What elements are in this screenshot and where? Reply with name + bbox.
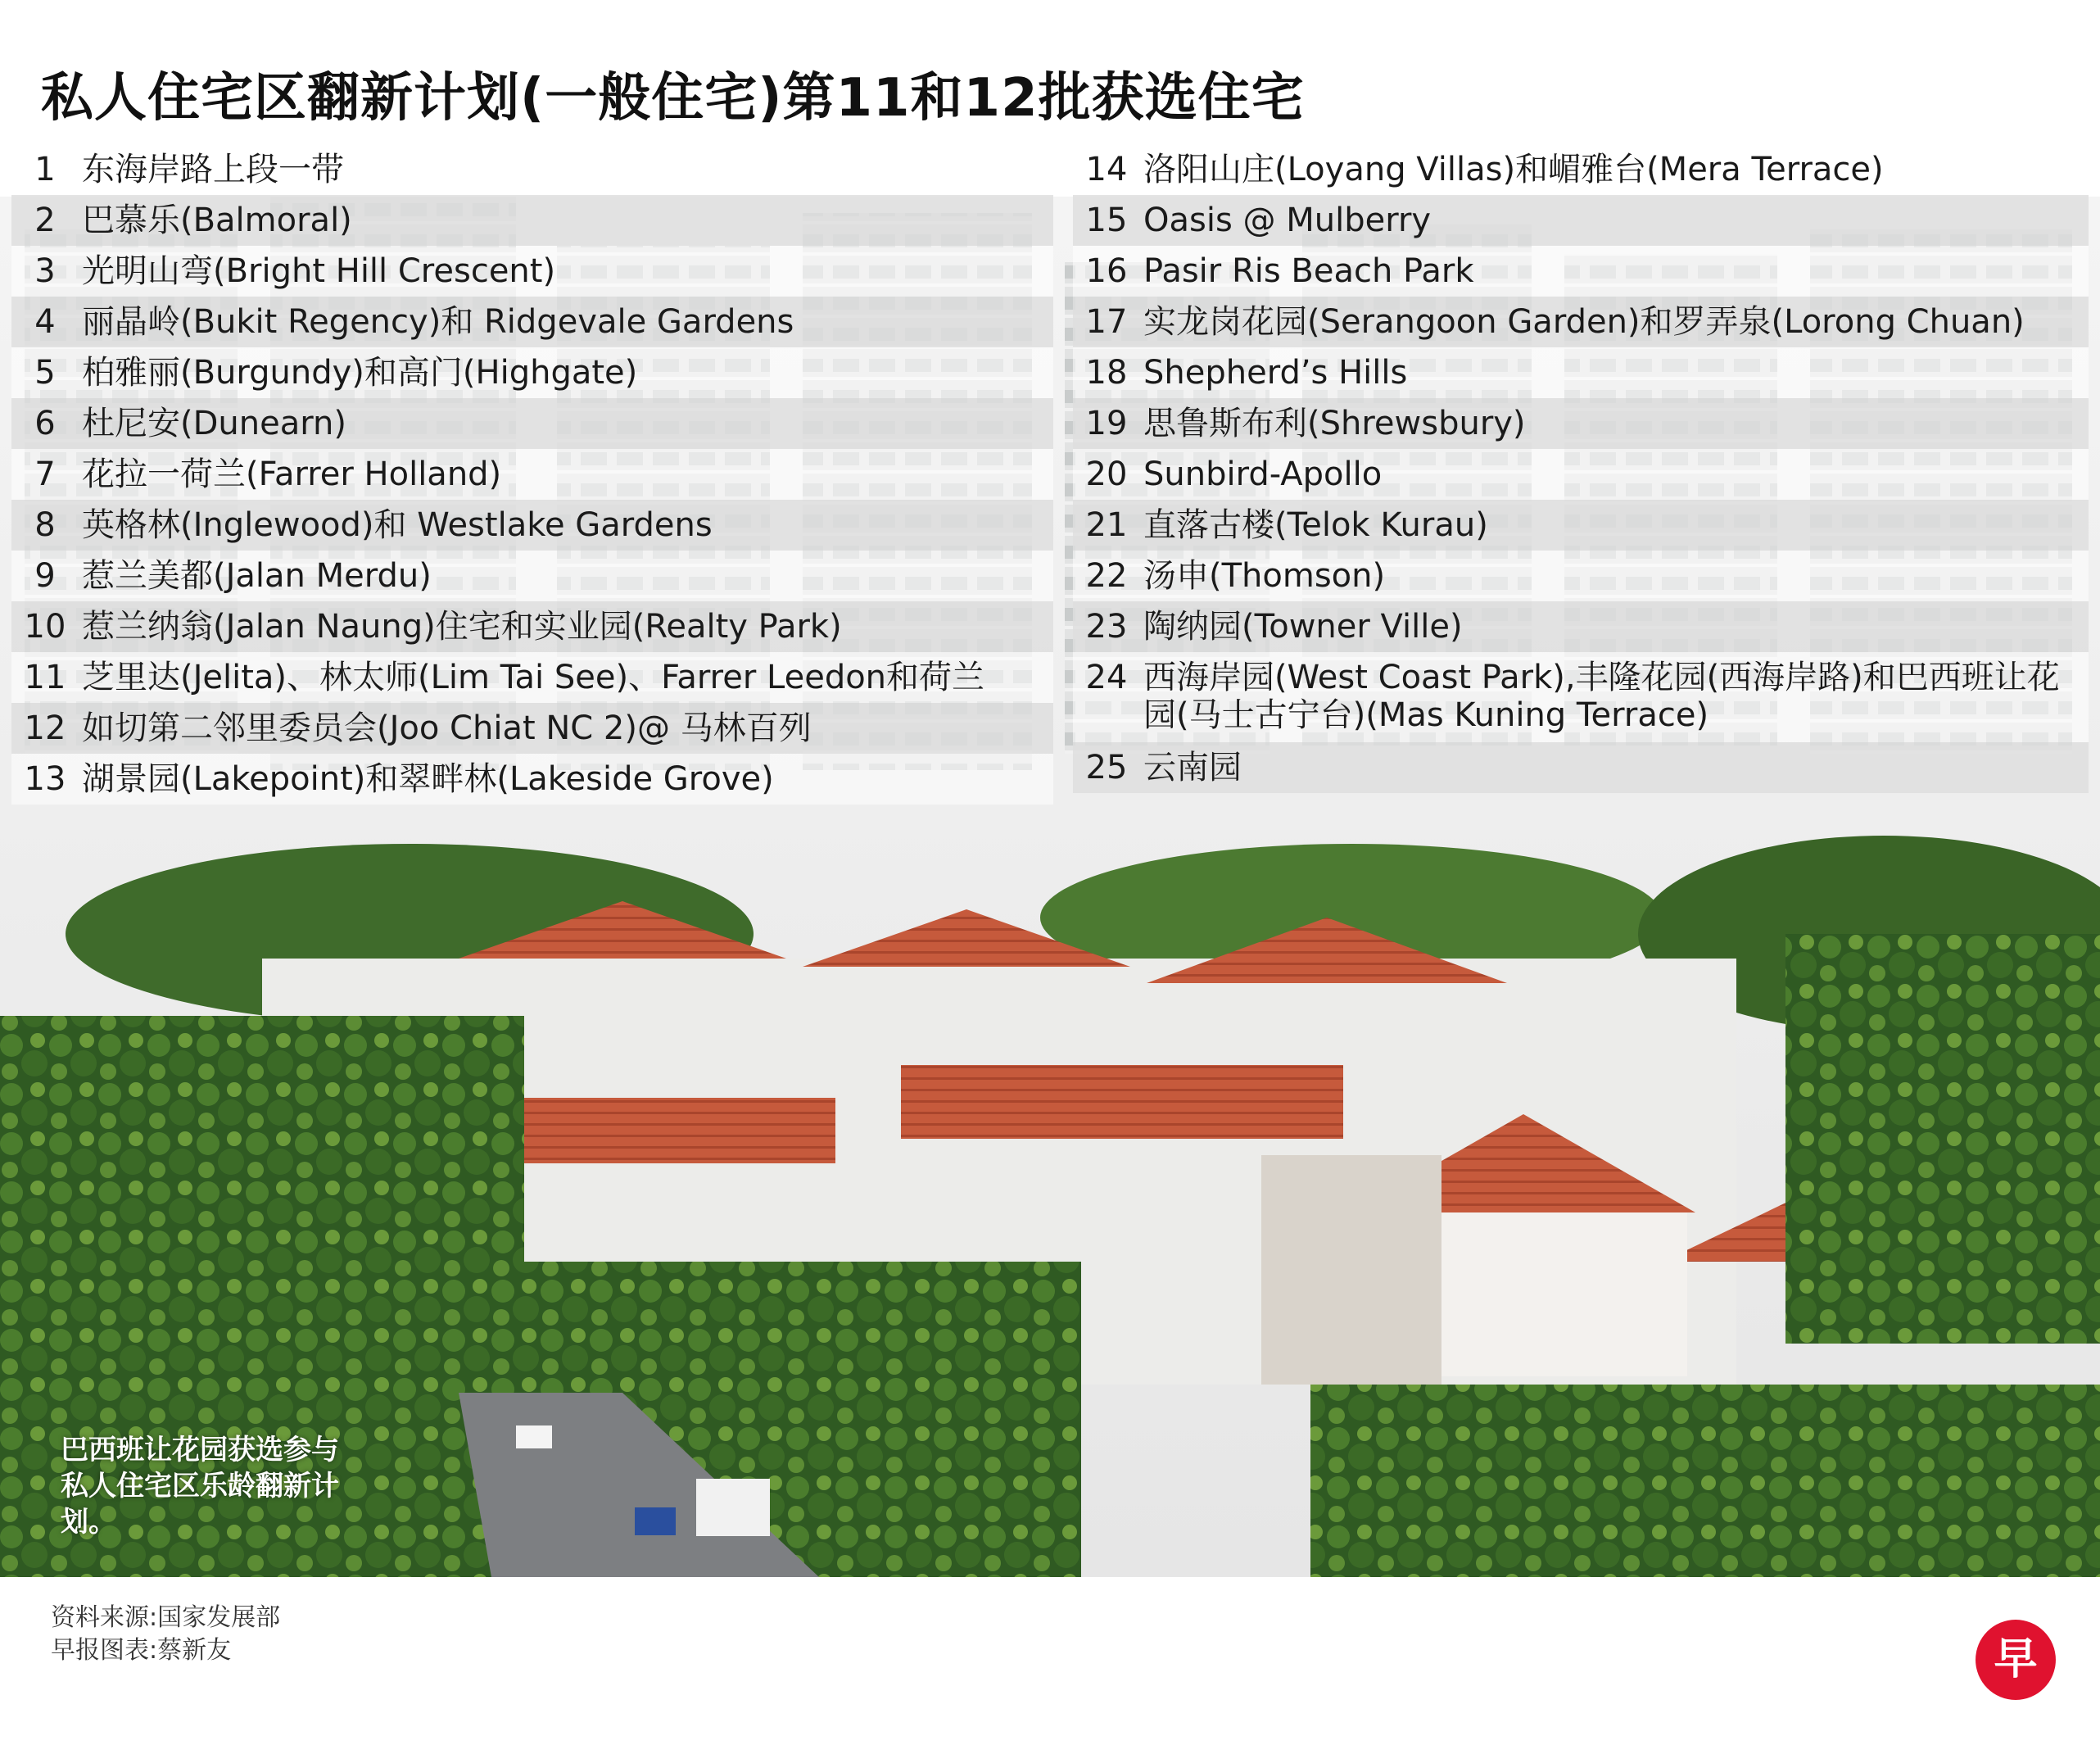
item-text: 光明山弯(Bright Hill Crescent) [82,252,556,290]
item-text: 云南园 [1143,749,1242,786]
item-text: 英格林(Inglewood)和 Westlake Gardens [82,506,713,544]
item-text: 西海岸园(West Coast Park),丰隆花园(西海岸路)和巴西班让花园(马士古宁台)(Mas Kuning Terrace) [1143,659,2060,734]
list-item [11,551,1053,601]
item-text: 直落古楼(Telok Kurau) [1143,506,1488,544]
list-item [1073,551,2089,601]
item-text: Pasir Ris Beach Park [1143,252,1474,290]
item-number: 16 [1085,252,1128,290]
list-item [1073,246,2089,297]
list-item [1073,144,2089,195]
list-item [1073,742,2089,793]
item-number: 24 [1085,659,1128,696]
list-item [11,144,1053,195]
item-text: Shepherd’s Hills [1143,354,1408,392]
item-number: 1 [34,151,56,188]
list-item [1073,297,2089,347]
item-number: 22 [1085,557,1128,595]
item-text: 丽晶岭(Bukit Regency)和 Ridgevale Gardens [82,303,794,341]
list-item [11,449,1053,500]
item-number: 9 [34,557,56,595]
item-text: 惹兰纳翁(Jalan Naung)住宅和实业园(Realty Park) [82,608,842,646]
list-item [1073,347,2089,398]
list-item [11,195,1053,246]
list-item [1073,601,2089,652]
item-number: 11 [24,659,66,696]
list-item [11,398,1053,449]
item-text: 杜尼安(Dunearn) [82,405,346,442]
item-number: 20 [1085,456,1128,493]
item-text: 花拉一荷兰(Farrer Holland) [82,456,502,493]
item-text: 思鲁斯布利(Shrewsbury) [1143,405,1526,442]
item-number: 4 [34,303,56,341]
item-text: 实龙岗花园(Serangoon Garden)和罗弄泉(Lorong Chuan) [1143,303,2025,341]
credits [51,1602,280,1667]
item-text: 芝里达(Jelita)、林太师(Lim Tai See)、Farrer Leedon和荷兰 [82,659,985,696]
item-number: 6 [34,405,56,442]
estate-list-left [11,144,1053,805]
item-text: 柏雅丽(Burgundy)和高门(Highgate) [82,354,638,392]
list-item [1073,195,2089,246]
photo-caption: 巴西班让花园获选参与私人住宅区乐龄翻新计划。 [61,1434,339,1539]
list-item [11,500,1053,551]
list-item [1073,500,2089,551]
source-credit: 资料来源:国家发展部 [51,1603,281,1632]
item-number: 15 [1085,202,1128,239]
item-number: 10 [24,608,66,646]
page-title: 私人住宅区翻新计划(一般住宅)第11和12批获选住宅 [41,68,1305,129]
zaobao-logo [1974,1618,2057,1702]
list-item [1073,398,2089,449]
item-number: 23 [1085,608,1128,646]
item-number: 3 [34,252,56,290]
list-item [11,652,1053,703]
list-item [11,601,1053,652]
item-number: 2 [34,202,56,239]
item-number: 21 [1085,506,1128,544]
item-text: 巴慕乐(Balmoral) [82,202,352,239]
item-text: 如切第二邻里委员会(Joo Chiat NC 2)@ 马林百列 [82,709,812,747]
item-text: 陶纳园(Towner Ville) [1143,608,1463,646]
list-item [11,703,1053,754]
list-item [1073,652,2089,742]
item-text: 东海岸路上段一带 [82,151,344,188]
item-number: 18 [1085,354,1128,392]
estate-list-right [1073,144,2089,793]
item-text: Oasis @ Mulberry [1143,202,1432,239]
list-item [11,297,1053,347]
svg-text:早: 早 [1994,1633,2038,1684]
item-number: 14 [1085,151,1128,188]
item-text: 洛阳山庄(Loyang Villas)和嵋雅台(Mera Terrace) [1143,151,1884,188]
item-text: Sunbird-Apollo [1143,456,1383,493]
item-number: 19 [1085,405,1128,442]
item-number: 7 [34,456,56,493]
item-text: 惹兰美都(Jalan Merdu) [82,557,432,595]
item-number: 17 [1085,303,1128,341]
graphic-credit: 早报图表:蔡新友 [51,1636,232,1665]
item-number: 5 [34,354,56,392]
list-item [11,754,1053,805]
item-text: 汤申(Thomson) [1143,557,1386,595]
list-item [1073,449,2089,500]
item-number: 12 [24,709,66,747]
list-item [11,246,1053,297]
item-number: 13 [24,760,66,798]
item-number: 8 [34,506,56,544]
item-number: 25 [1085,749,1128,786]
list-item [11,347,1053,398]
item-text: 湖景园(Lakepoint)和翠畔林(Lakeside Grove) [82,760,774,798]
